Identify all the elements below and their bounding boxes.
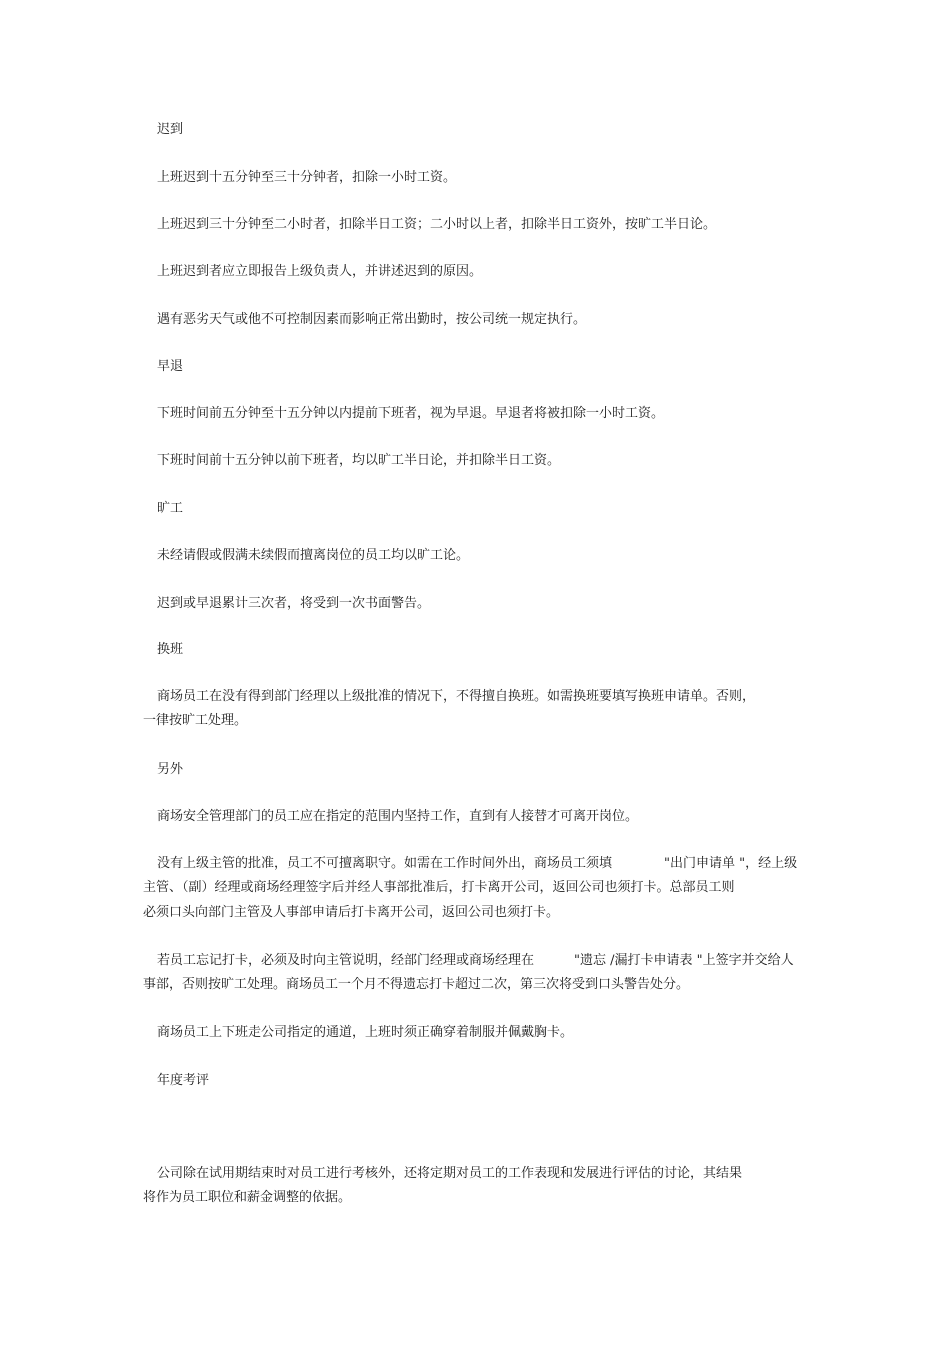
paragraph: 上班迟到者应立即报告上级负责人，并讲述迟到的原因。 — [157, 264, 483, 279]
paragraph-line: 商场员工在没有得到部门经理以上级批准的情况下，不得擅自换班。如需换班要填写换班申请单。否则， — [157, 689, 756, 704]
paragraph: 未经请假或假满未续假而擅离岗位的员工均以旷工论。 — [157, 548, 470, 563]
paragraph: 迟到或早退累计三次者，将受到一次书面警告。 — [157, 596, 431, 611]
paragraph-line: 没有上级主管的批准，员工不可擅离职守。如需在工作时间外出，商场员工须填 — [157, 856, 613, 871]
paragraph-line: 必须口头向部门主管及人事部申请后打卡离开公司，返回公司也须打卡。 — [143, 905, 560, 920]
paragraph-line: "出门申请单 "，经上级 — [664, 856, 798, 871]
paragraph: 遇有恶劣天气或他不可控制因素而影响正常出勤时，按公司统一规定执行。 — [157, 312, 587, 327]
paragraph: 商场员工上下班走公司指定的通道，上班时须正确穿着制服并佩戴胸卡。 — [157, 1025, 574, 1040]
section-heading-other: 另外 — [157, 762, 184, 777]
section-heading-absence: 旷工 — [157, 501, 184, 516]
paragraph-line: 公司除在试用期结束时对员工进行考核外，还将定期对员工的工作表现和发展进行评估的讨论，其结果 — [157, 1166, 743, 1181]
paragraph: 商场安全管理部门的员工应在指定的范围内坚持工作，直到有人接替才可离开岗位。 — [157, 809, 639, 824]
paragraph: 上班迟到十五分钟至三十分钟者，扣除一小时工资。 — [157, 170, 457, 185]
section-heading-shift: 换班 — [157, 642, 184, 657]
paragraph-line: 一律按旷工处理。 — [143, 713, 248, 728]
section-heading-early: 早退 — [157, 359, 184, 374]
paragraph-line: 将作为员工职位和薪金调整的依据。 — [143, 1190, 352, 1205]
paragraph: 上班迟到三十分钟至二小时者，扣除半日工资；二小时以上者，扣除半日工资外，按旷工半日论。 — [157, 217, 717, 232]
paragraph-line: "遗忘 /漏打卡申请表 "上签字并交给人 — [574, 953, 794, 968]
paragraph-line: 事部，否则按旷工处理。商场员工一个月不得遗忘打卡超过二次，第三次将受到口头警告处分。 — [143, 977, 690, 992]
paragraph: 下班时间前十五分钟以前下班者，均以旷工半日论，并扣除半日工资。 — [157, 453, 561, 468]
paragraph: 下班时间前五分钟至十五分钟以内提前下班者，视为早退。早退者将被扣除一小时工资。 — [157, 406, 665, 421]
section-heading-review: 年度考评 — [157, 1073, 210, 1088]
paragraph-line: 主管、（副）经理或商场经理签字后并经人事部批准后，打卡离开公司，返回公司也须打卡。总部员工则 — [143, 880, 735, 895]
paragraph-line: 若员工忘记打卡，必须及时向主管说明，经部门经理或商场经理在 — [157, 953, 535, 968]
section-heading-late: 迟到 — [157, 122, 184, 137]
